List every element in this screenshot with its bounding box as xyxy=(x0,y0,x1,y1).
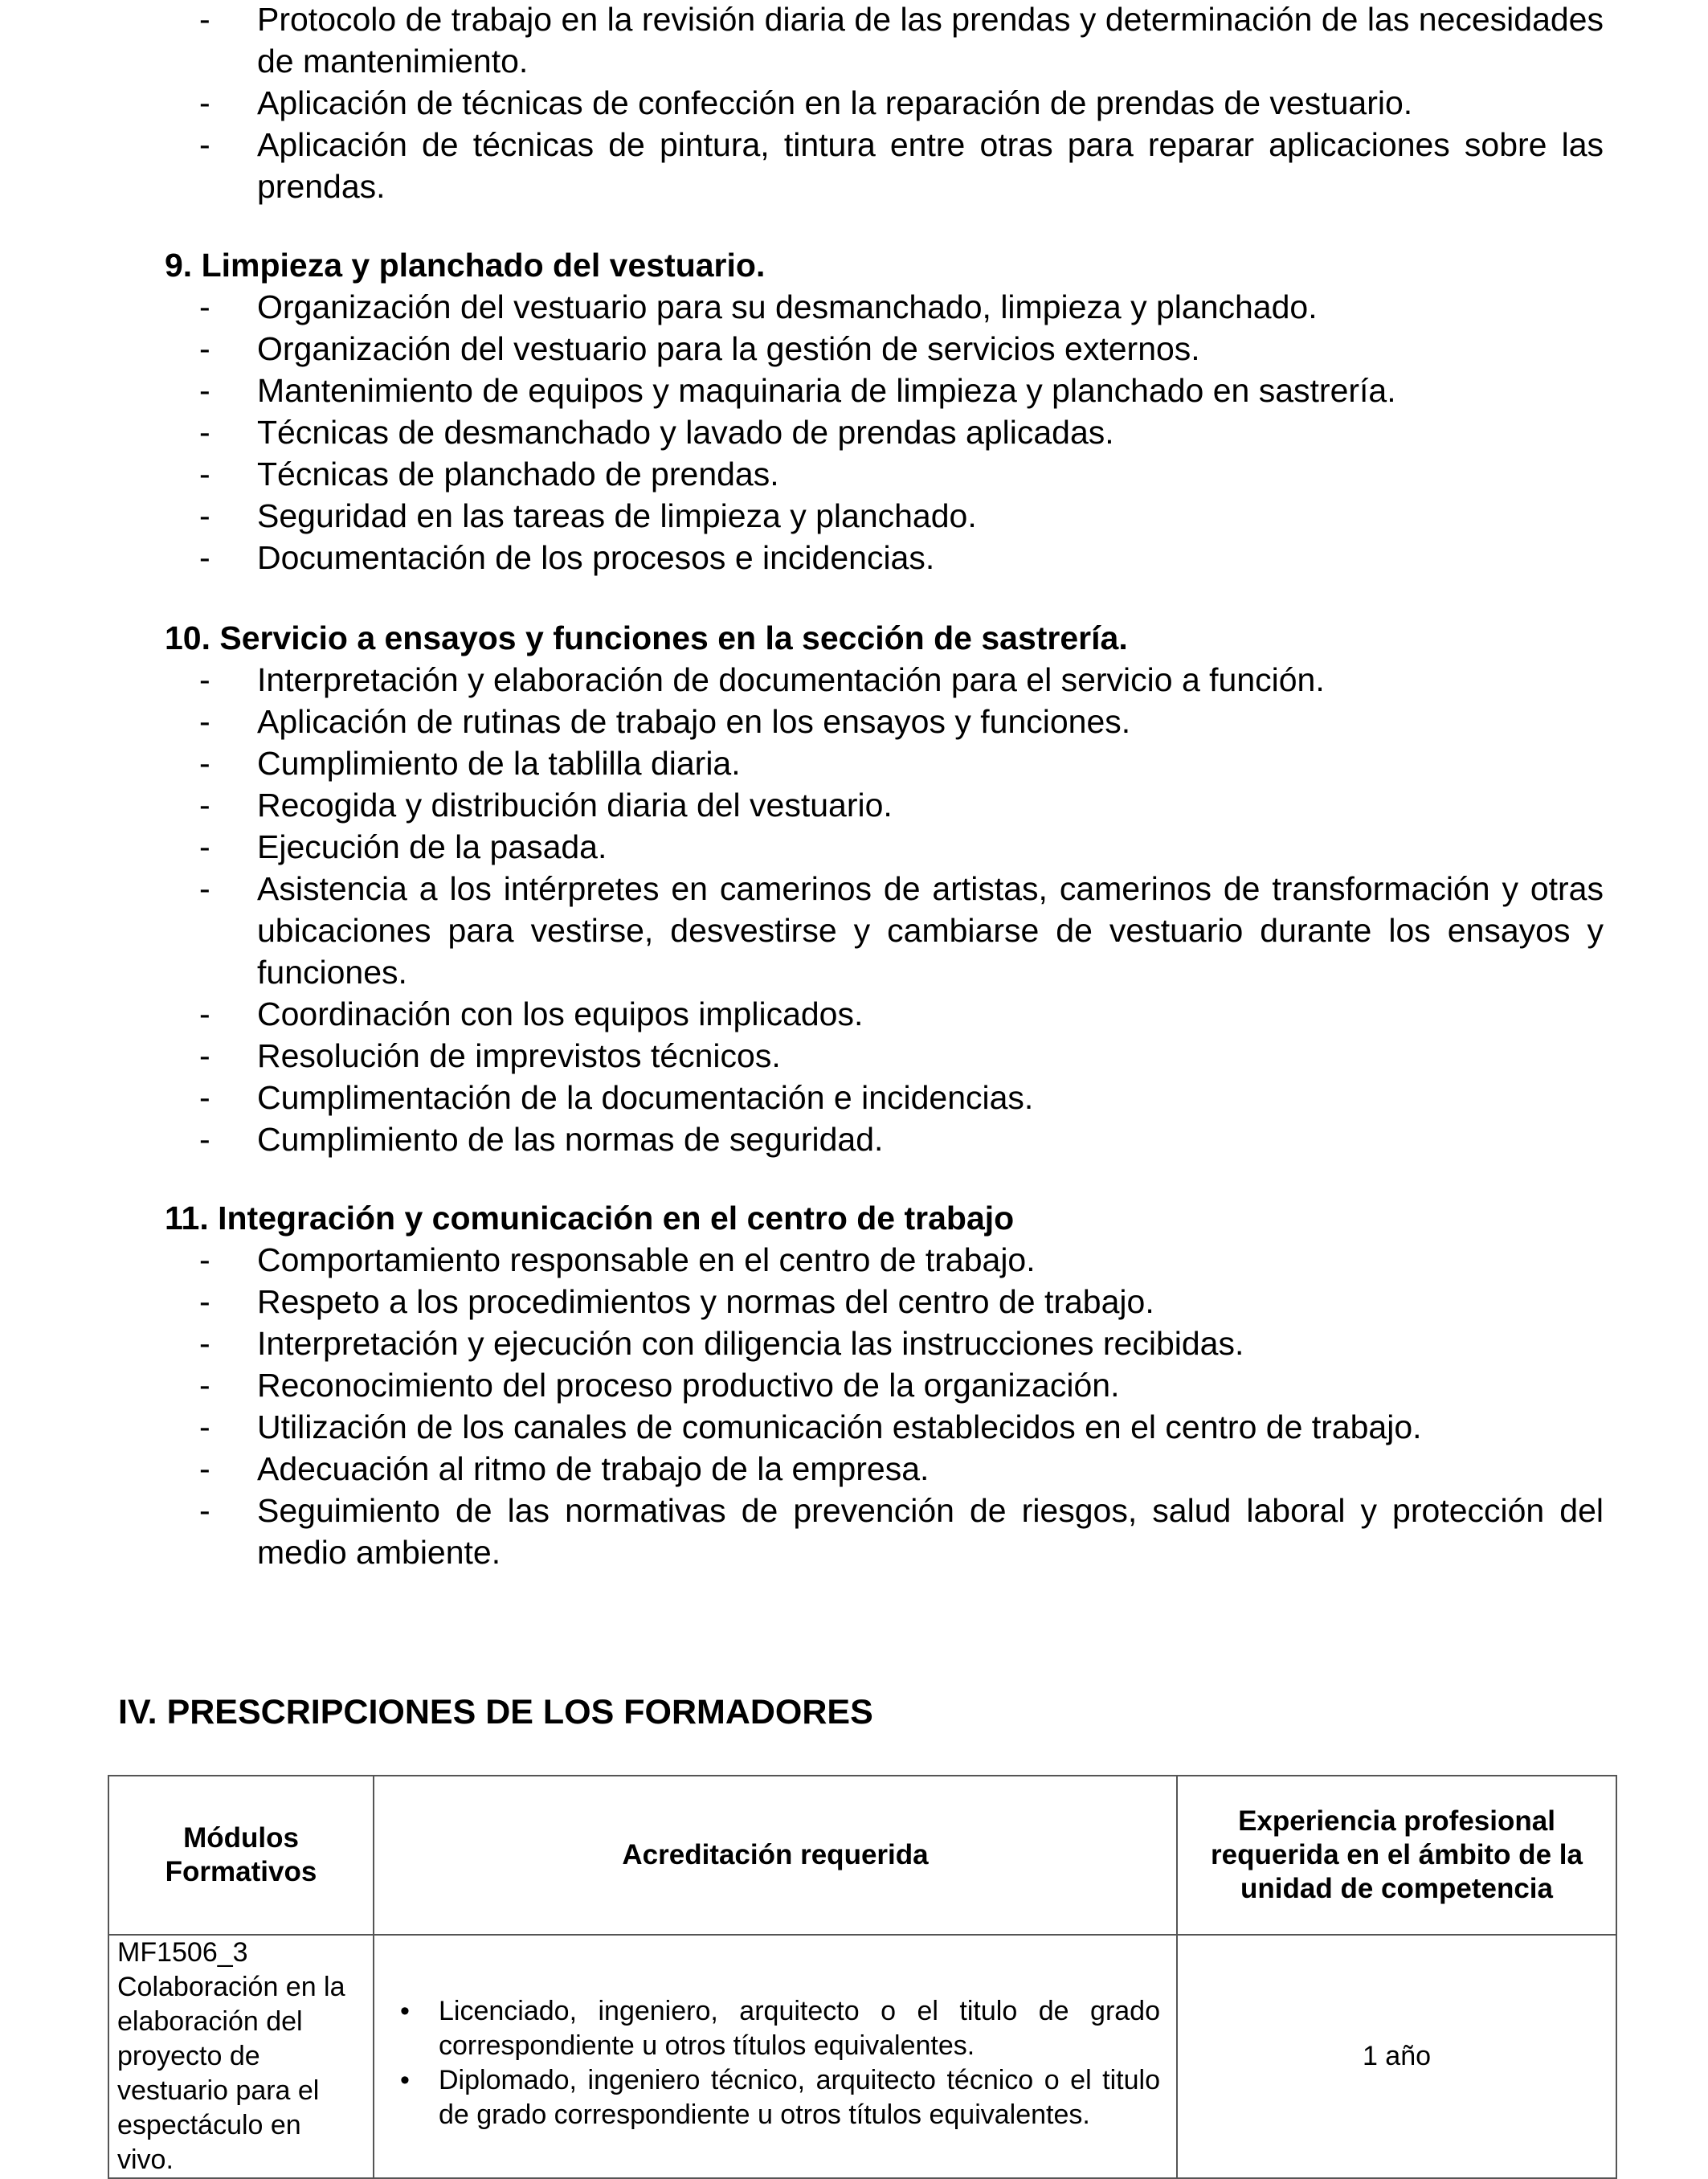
cell-accreditation xyxy=(374,1935,1177,2178)
list-item xyxy=(0,784,1708,826)
list-dash: - xyxy=(199,372,210,409)
list-item xyxy=(0,659,1708,701)
list-dash: - xyxy=(199,787,210,824)
list-item-text: Cumplimiento de las normas de seguridad. xyxy=(257,1121,884,1158)
list-item-text: Interpretación y ejecución con diligencia las instrucciones recibidas. xyxy=(257,1325,1244,1362)
section-list xyxy=(0,286,1708,578)
list-dash: - xyxy=(199,1367,210,1404)
intro-list xyxy=(0,0,1708,207)
cell-experience: 1 año xyxy=(1177,1935,1616,2178)
list-item-text: Organización del vestuario para la gestión de servicios externos. xyxy=(257,330,1200,367)
list-dash: - xyxy=(199,1079,210,1116)
list-dash: - xyxy=(199,1492,210,1529)
list-dash: - xyxy=(199,539,210,576)
list-item-text: Utilización de los canales de comunicación establecidos en el centro de trabajo. xyxy=(257,1408,1422,1445)
header-experiencia: Experiencia profesional requerida en el ámbito de la unidad de competencia xyxy=(1177,1776,1616,1935)
list-item-text: Aplicación de técnicas de pintura, tintura entre otras para reparar aplicaciones sobre las prendas. xyxy=(257,126,1604,205)
list-dash: - xyxy=(199,1,210,38)
list-dash: - xyxy=(199,828,210,865)
section-heading: 9. Limpieza y planchado del vestuario. xyxy=(165,247,766,284)
list-dash: - xyxy=(199,1283,210,1320)
list-item-text: Mantenimiento de equipos y maquinaria de limpieza y planchado en sastrería. xyxy=(257,372,1396,409)
list-item xyxy=(0,328,1708,370)
list-dash: - xyxy=(199,870,210,907)
list-item xyxy=(0,826,1708,868)
prescripciones-table xyxy=(108,1775,1617,2179)
header-modulos: Módulos Formativos xyxy=(108,1776,374,1935)
list-item-text: Documentación de los procesos e incidencias. xyxy=(257,539,935,576)
list-item xyxy=(0,1364,1708,1406)
list-item xyxy=(0,537,1708,578)
list-dash: - xyxy=(199,703,210,740)
list-item xyxy=(0,286,1708,328)
accreditation-text: Diplomado, ingeniero técnico, arquitecto técnico o el titulo de grado correspondiente u otros títulos equivalentes. xyxy=(439,2064,1160,2130)
accreditation-list xyxy=(390,1994,1160,2132)
list-item-text: Adecuación al ritmo de trabajo de la empresa. xyxy=(257,1450,930,1487)
list-dash: - xyxy=(199,1408,210,1445)
list-item-text: Asistencia a los intérpretes en camerinos de artistas, camerinos de transformación y otras ubicaciones para vestirse, desvestirse y cambiarse de vestuario durante los ensayos y funciones. xyxy=(257,870,1604,991)
list-item xyxy=(0,742,1708,784)
list-item xyxy=(0,1281,1708,1323)
list-item xyxy=(0,124,1708,207)
list-item xyxy=(0,453,1708,495)
list-dash: - xyxy=(199,497,210,534)
list-item xyxy=(0,495,1708,537)
list-item xyxy=(0,1490,1708,1573)
list-item xyxy=(0,370,1708,411)
list-item xyxy=(0,868,1708,993)
list-dash: - xyxy=(199,1241,210,1278)
accreditation-text: Licenciado, ingeniero, arquitecto o el titulo de grado correspondiente u otros títulos equivalentes. xyxy=(439,1995,1160,2061)
list-item xyxy=(0,1035,1708,1077)
section-list xyxy=(0,1239,1708,1573)
list-item xyxy=(0,82,1708,124)
list-item xyxy=(390,2063,1160,2132)
list-dash: - xyxy=(199,84,210,121)
list-dash: - xyxy=(199,414,210,451)
list-dash: - xyxy=(199,1450,210,1487)
list-item-text: Aplicación de rutinas de trabajo en los ensayos y funciones. xyxy=(257,703,1131,740)
table-header-row xyxy=(108,1776,1616,1935)
list-item-text: Reconocimiento del proceso productivo de la organización. xyxy=(257,1367,1120,1404)
list-dash: - xyxy=(199,661,210,698)
list-item xyxy=(0,1239,1708,1281)
list-item-text: Técnicas de planchado de prendas. xyxy=(257,456,779,493)
list-item xyxy=(0,1406,1708,1448)
list-item-text: Comportamiento responsable en el centro de trabajo. xyxy=(257,1241,1036,1278)
list-item xyxy=(0,701,1708,742)
list-item-text: Seguridad en las tareas de limpieza y planchado. xyxy=(257,497,977,534)
bullet: • xyxy=(400,1995,410,2026)
list-item xyxy=(0,1448,1708,1490)
table-row xyxy=(108,1935,1616,2178)
list-item-text: Cumplimentación de la documentación e incidencias. xyxy=(257,1079,1034,1116)
list-item xyxy=(0,1323,1708,1364)
list-item xyxy=(0,1118,1708,1160)
list-dash: - xyxy=(199,1037,210,1074)
list-item-text: Protocolo de trabajo en la revisión diaria de las prendas y determinación de las necesidades de mantenimiento. xyxy=(257,1,1604,80)
list-item xyxy=(0,1077,1708,1118)
list-dash: - xyxy=(199,1325,210,1362)
list-item xyxy=(0,0,1708,82)
bullet: • xyxy=(400,2064,410,2095)
list-item-text: Aplicación de técnicas de confección en la reparación de prendas de vestuario. xyxy=(257,84,1413,121)
section-list xyxy=(0,659,1708,1160)
section-heading: 11. Integración y comunicación en el centro de trabajo xyxy=(165,1200,1015,1237)
list-dash: - xyxy=(199,126,210,163)
list-item xyxy=(0,993,1708,1035)
list-dash: - xyxy=(199,995,210,1032)
list-item-text: Resolución de imprevistos técnicos. xyxy=(257,1037,781,1074)
list-item-text: Respeto a los procedimientos y normas del centro de trabajo. xyxy=(257,1283,1154,1320)
list-item-text: Técnicas de desmanchado y lavado de prendas aplicadas. xyxy=(257,414,1114,451)
list-dash: - xyxy=(199,330,210,367)
list-dash: - xyxy=(199,288,210,325)
list-item xyxy=(390,1994,1160,2063)
list-item-text: Ejecución de la pasada. xyxy=(257,828,607,865)
list-item-text: Seguimiento de las normativas de prevención de riesgos, salud laboral y protección del medio ambiente. xyxy=(257,1492,1604,1571)
list-item-text: Interpretación y elaboración de documentación para el servicio a función. xyxy=(257,661,1325,698)
cell-module: MF1506_3 Colaboración en la elaboración del proyecto de vestuario para el espectáculo en vivo. xyxy=(108,1935,374,2178)
list-item xyxy=(0,411,1708,453)
list-item-text: Recogida y distribución diaria del vestuario. xyxy=(257,787,893,824)
list-dash: - xyxy=(199,745,210,782)
section-heading: 10. Servicio a ensayos y funciones en la sección de sastrería. xyxy=(165,619,1128,656)
prescripciones-title: IV. PRESCRIPCIONES DE LOS FORMADORES xyxy=(118,1693,873,1731)
list-item-text: Cumplimiento de la tablilla diaria. xyxy=(257,745,741,782)
list-dash: - xyxy=(199,1121,210,1158)
list-item-text: Organización del vestuario para su desmanchado, limpieza y planchado. xyxy=(257,288,1318,325)
header-acreditacion: Acreditación requerida xyxy=(374,1776,1177,1935)
list-dash: - xyxy=(199,456,210,493)
list-item-text: Coordinación con los equipos implicados. xyxy=(257,995,864,1032)
